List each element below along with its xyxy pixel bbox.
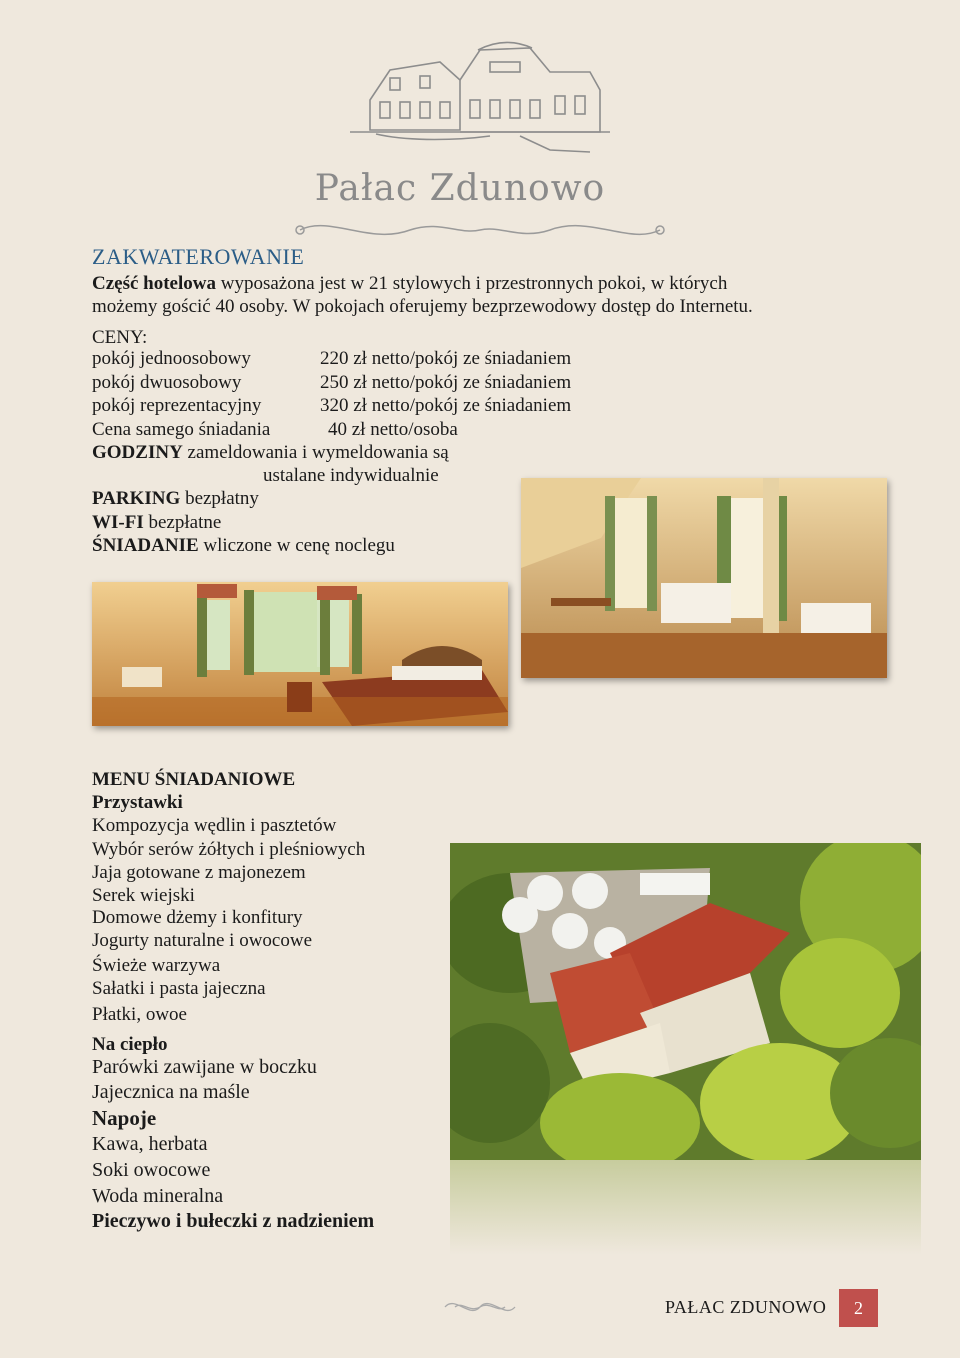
wifi-info	[92, 511, 221, 534]
hours-info	[92, 441, 449, 464]
accommodation-intro-line2: możemy gościć 40 osoby. W pokojach oferujemy bezprzewodowy dostęp do Internetu.	[92, 296, 753, 317]
menu-item: Jogurty naturalne i owocowe	[92, 930, 313, 951]
price-value: 320 zł netto/pokój ze śniadaniem	[320, 395, 572, 416]
wifi-label: WI-FI	[92, 512, 144, 533]
menu-item: Woda mineralna	[92, 1185, 224, 1207]
parking-text: bezpłatny	[180, 488, 259, 509]
double-room-photo	[92, 582, 508, 726]
accommodation-intro	[92, 272, 727, 295]
wifi-text: bezpłatne	[143, 512, 222, 533]
menu-item: Świeże warzywa	[92, 955, 221, 976]
parking-info	[92, 487, 259, 510]
logo-text: Pałac Zdunowo	[314, 168, 606, 209]
hours-text: zameldowania i wymeldowania są	[182, 442, 449, 463]
menu-item: Soki owocowe	[92, 1159, 211, 1181]
palace-logo	[290, 40, 670, 210]
menu-item: Jaja gotowane z majonezem	[92, 862, 306, 883]
breakfast-info	[92, 534, 395, 557]
menu-item: Domowe dżemy i konfitury	[92, 907, 303, 928]
menu-item: Serek wiejski	[92, 885, 195, 906]
menu-item: Parówki zawijane w boczku	[92, 1056, 317, 1078]
intro-rest: wyposażona jest w 21 stylowych i przestronnych pokoi, w których	[216, 273, 728, 294]
starters-label: Przystawki	[92, 792, 183, 813]
hours-text-line2: ustalane indywidualnie	[263, 465, 439, 486]
menu-item: Kompozycja wędlin i pasztetów	[92, 815, 337, 836]
prices-label: CENY:	[92, 327, 148, 348]
menu-item: Jajecznica na maśle	[92, 1081, 250, 1103]
breakfast-label: ŚNIADANIE	[92, 535, 199, 556]
menu-item: Kawa, herbata	[92, 1133, 208, 1155]
ornament-icon	[290, 215, 670, 245]
price-room: pokój jednoosobowy	[92, 348, 251, 369]
footer-ornament-icon	[440, 1293, 520, 1321]
hours-label: GODZINY	[92, 442, 183, 463]
twin-room-photo	[521, 478, 887, 678]
drinks-label: Napoje	[92, 1106, 157, 1130]
price-room: pokój dwuosobowy	[92, 372, 242, 393]
aerial-palace-photo	[450, 843, 921, 1160]
hot-label: Na ciepło	[92, 1034, 168, 1055]
bread-label: Pieczywo i bułeczki z nadzieniem	[92, 1210, 375, 1232]
palace-drawing-icon	[290, 40, 630, 170]
price-room: Cena samego śniadania	[92, 419, 271, 440]
menu-item: Płatki, owoe	[92, 1004, 187, 1025]
parking-label: PARKING	[92, 488, 181, 509]
price-value: 220 zł netto/pokój ze śniadaniem	[320, 348, 572, 369]
footer-name: PAŁAC ZDUNOWO	[665, 1297, 827, 1317]
breakfast-text: wliczone w cenę noclegu	[198, 535, 395, 556]
price-room: pokój reprezentacyjny	[92, 395, 262, 416]
price-value: 40 zł netto/osoba	[328, 419, 458, 440]
page-number: 2	[839, 1289, 878, 1327]
accommodation-heading: ZAKWATEROWANIE	[92, 244, 305, 269]
menu-item: Sałatki i pasta jajeczna	[92, 978, 266, 999]
menu-item: Wybór serów żółtych i pleśniowych	[92, 839, 366, 860]
menu-title: MENU ŚNIADANIOWE	[92, 769, 296, 790]
photo-reflection	[450, 1160, 921, 1255]
price-value: 250 zł netto/pokój ze śniadaniem	[320, 372, 572, 393]
intro-bold: Część hotelowa	[92, 273, 216, 294]
